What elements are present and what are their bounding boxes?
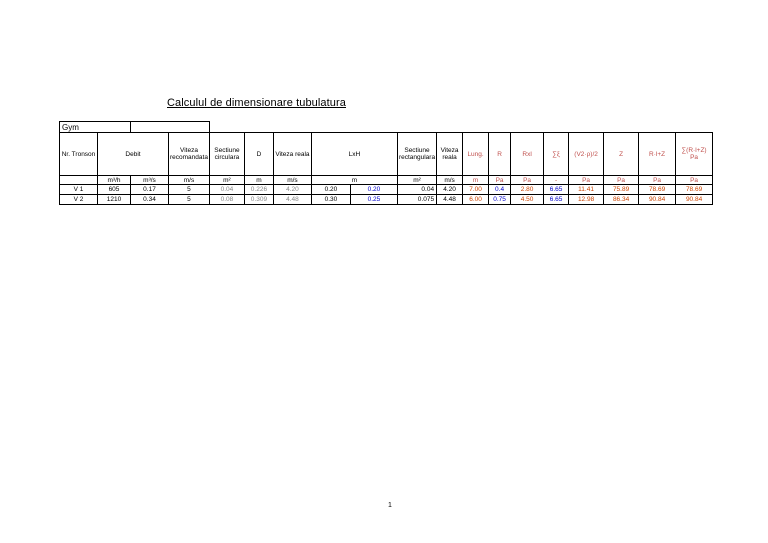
cell-viteza-reala-2[interactable]: 4.48 [437,195,463,205]
unit-cell: m [244,176,273,185]
unit-cell: Pa [489,176,511,185]
header-z: Z [604,133,639,176]
cell-sum-rl-z[interactable]: 90.84 [676,195,713,205]
cell-tronson[interactable]: V 1 [60,185,98,195]
header-lxh: LxH [311,133,397,176]
cell-rl-z[interactable]: 90.84 [639,195,676,205]
header-viteza-reala: Viteza reala [273,133,311,176]
cell-debit-h[interactable]: 1210 [98,195,131,205]
unit-cell: m [311,176,397,185]
cell-sect-rect[interactable]: 0.075 [397,195,436,205]
header-viteza-recomandata: Viteza recomandata [169,133,210,176]
unit-cell-blank [60,176,98,185]
header-sum-rl-z: ∑(R·l+Z) Pa [676,133,713,176]
cell-rxl[interactable]: 4.50 [511,195,544,205]
table-row [60,195,713,205]
unit-cell: m² [397,176,436,185]
cell-viteza-rec[interactable]: 5 [169,195,210,205]
header-sectiune-rectangulara: Sectiune rectangulara [397,133,436,176]
header-sum-xi: ∑ξ [544,133,569,176]
page-number: 1 [388,502,392,509]
cell-debit-h[interactable]: 605 [98,185,131,195]
cell-dyn[interactable]: 12.98 [569,195,604,205]
cell-sect-circ[interactable]: 0.08 [209,195,244,205]
cell-tronson[interactable]: V 2 [60,195,98,205]
unit-cell: m³/h [98,176,131,185]
cell-sect-rect[interactable]: 0.04 [397,185,436,195]
cell-viteza-reala[interactable]: 4.20 [273,185,311,195]
header-tronson: Nr. Tronson [60,133,98,176]
header-dynamic-pressure: (V2·ρ)/2 [569,133,604,176]
table-row [60,185,713,195]
unit-cell: m [463,176,489,185]
cell-lung[interactable]: 6.00 [463,195,489,205]
cell-dyn[interactable]: 11.41 [569,185,604,195]
header-rl-z: R·l+Z [639,133,676,176]
cell-d[interactable]: 0.226 [244,185,273,195]
unit-cell: m² [209,176,244,185]
unit-cell: m³/s [131,176,169,185]
unit-cell: Pa [676,176,713,185]
cell-debit-s[interactable]: 0.34 [131,195,169,205]
cell-sum-xi[interactable]: 6.65 [544,185,569,195]
cell-z[interactable]: 75.89 [604,185,639,195]
header-row [60,133,713,176]
cell-debit-s[interactable]: 0.17 [131,185,169,195]
unit-cell: - [544,176,569,185]
cell-r[interactable]: 0.4 [489,185,511,195]
cell-sect-circ[interactable]: 0.04 [209,185,244,195]
page-title: Calculul de dimensionare tubulatura [167,97,346,109]
cell-l[interactable]: 0.20 [311,185,350,195]
cell-r[interactable]: 0.75 [489,195,511,205]
sheet-name-row [60,122,713,133]
unit-cell: m/s [169,176,210,185]
cell-d[interactable]: 0.309 [244,195,273,205]
header-rxl: Rxl [511,133,544,176]
header-diameter: D [244,133,273,176]
unit-cell: Pa [639,176,676,185]
header-lung: Lung. [463,133,489,176]
header-r: R [489,133,511,176]
cell-viteza-reala[interactable]: 4.48 [273,195,311,205]
header-debit: Debit [98,133,169,176]
cell-rxl[interactable]: 2.80 [511,185,544,195]
units-row [60,176,713,185]
unit-cell: m/s [273,176,311,185]
unit-cell: m/s [437,176,463,185]
cell-h[interactable]: 0.20 [350,185,397,195]
cell-l[interactable]: 0.30 [311,195,350,205]
header-sectiune-circulara: Sectiune circulara [209,133,244,176]
header-viteza-reala-2: Viteza reala [437,133,463,176]
dimensioning-table [59,121,713,205]
cell-sum-rl-z[interactable]: 78.69 [676,185,713,195]
unit-cell: Pa [569,176,604,185]
cell-z[interactable]: 86.34 [604,195,639,205]
sheet-name-cell[interactable]: Gym [60,122,131,133]
unit-cell: Pa [604,176,639,185]
cell-sum-xi[interactable]: 6.65 [544,195,569,205]
cell-h[interactable]: 0.25 [350,195,397,205]
cell-rl-z[interactable]: 78.69 [639,185,676,195]
cell-viteza-reala-2[interactable]: 4.20 [437,185,463,195]
unit-cell: Pa [511,176,544,185]
empty-cell[interactable] [131,122,210,133]
cell-lung[interactable]: 7.00 [463,185,489,195]
cell-viteza-rec[interactable]: 5 [169,185,210,195]
